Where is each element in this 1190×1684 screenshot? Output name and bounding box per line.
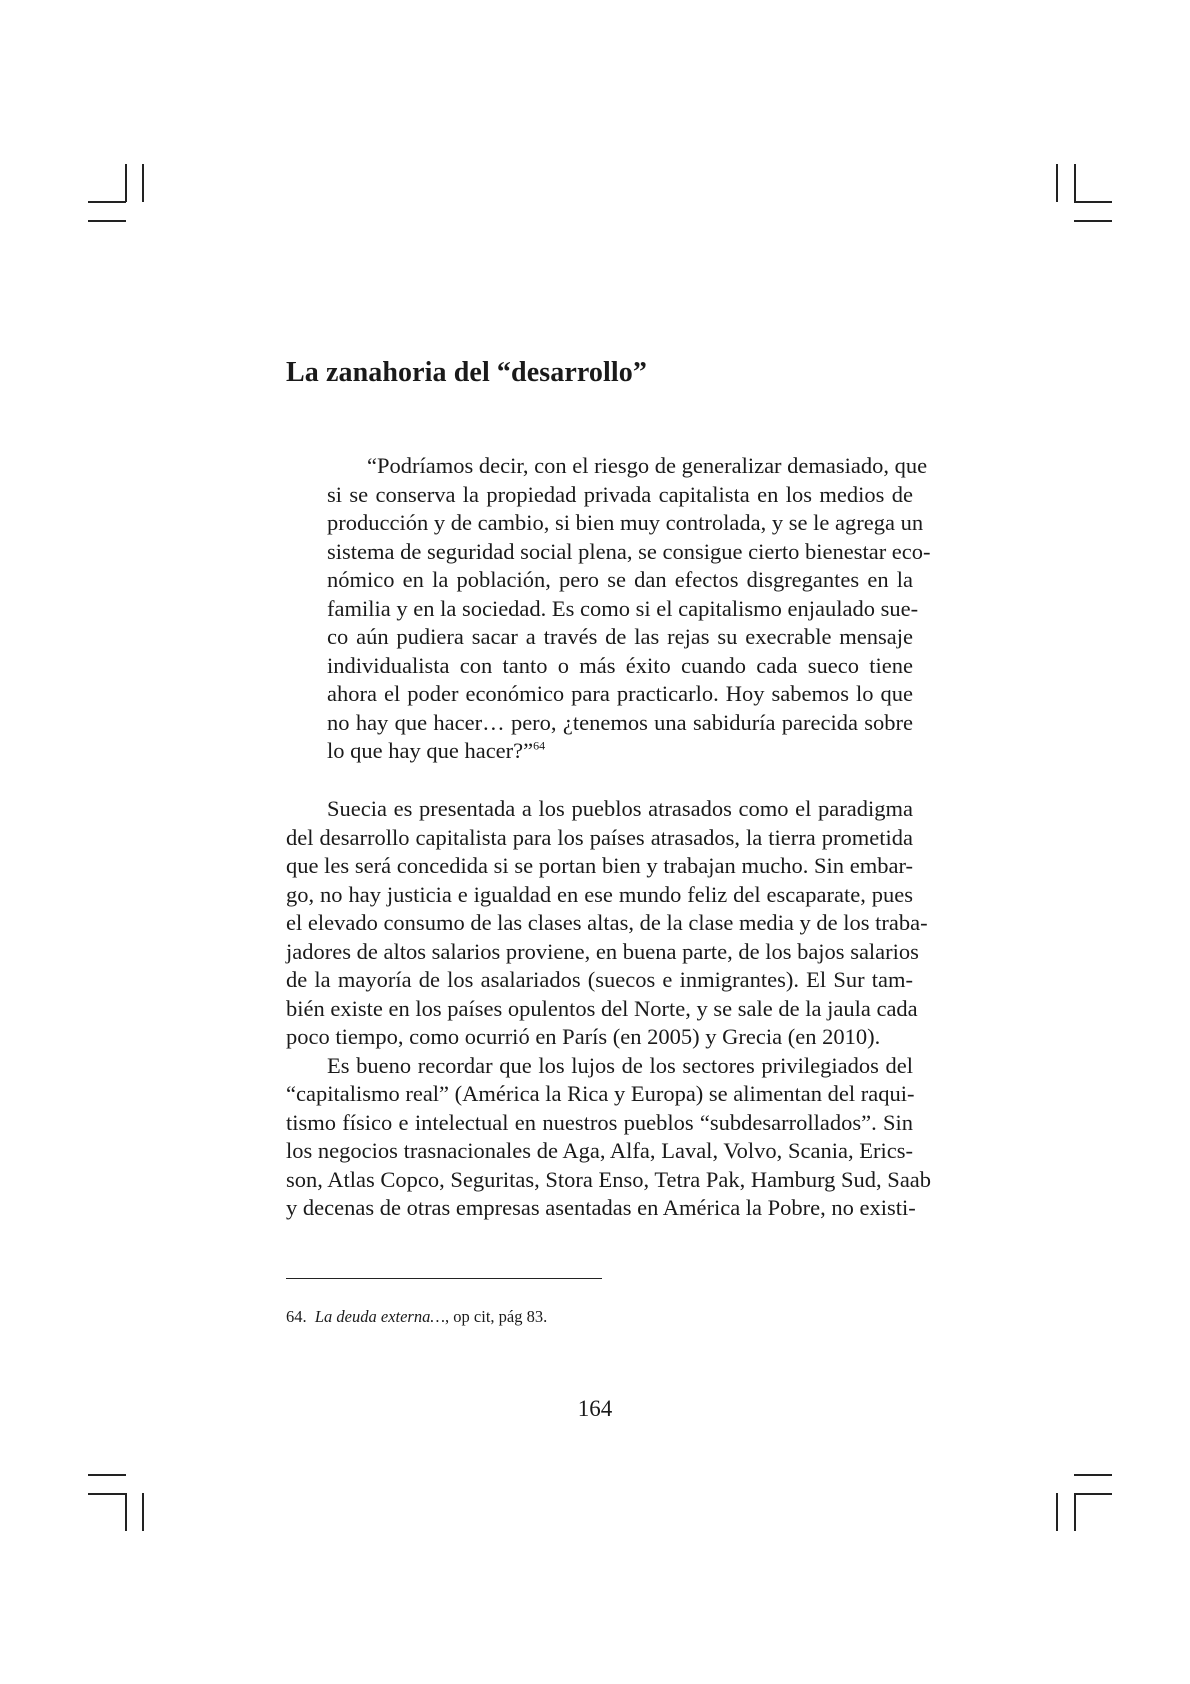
paragraph-line: poco tiempo, como ocurrió en París (en 2005) y Grecia (en 2010). [286,1024,881,1049]
quote-line: lo que hay que hacer?” [327,738,534,763]
quote-line: “Podríamos decir, con el riesgo de generalizar demasiado, que [367,453,928,478]
paragraph-line: de la mayoría de los asalariados (suecos e inmigrantes). El Sur tam- [286,967,913,992]
quote-line: si se conserva la propiedad privada capitalista en los medios de [327,481,913,507]
paragraph-line: “capitalismo real” (América la Rica y Europa) se alimentan del raqui- [286,1081,915,1106]
paragraph-1 [286,795,928,1052]
footnote-number: 64. [286,1307,307,1326]
paragraph-line: go, no hay justicia e igualdad en ese mundo feliz del escaparate, pues [286,881,913,907]
page-number: 164 [577,1396,613,1421]
paragraph-line: los negocios trasnacionales de Aga, Alfa, Laval, Volvo, Scania, Erics- [286,1138,913,1163]
paragraph-line: que les será concedida si se portan bien y trabajan mucho. Sin embar- [286,853,913,878]
footnote-divider [286,1278,602,1279]
quote-line: producción y de cambio, si bien muy controlada, y se le agrega un [327,510,924,535]
paragraph-line: el elevado consumo de las clases altas, de la clase media y de los traba- [286,910,928,935]
paragraph-line: son, Atlas Copco, Seguritas, Stora Enso, Tetra Pak, Hamburg Sud, Saab [286,1166,932,1192]
quote-line: sistema de seguridad social plena, se consigue cierto bienestar eco- [327,538,931,564]
quote-line: no hay que hacer… pero, ¿tenemos una sabiduría parecida sobre [327,709,913,735]
block-quote [327,452,931,766]
paragraph-line: Es bueno recordar que los lujos de los sectores privilegiados del [327,1052,913,1078]
footnote-title: La deuda externa… [314,1307,446,1326]
paragraph-line: jadores de altos salarios proviene, en buena parte, de los bajos salarios [286,938,919,964]
body-text [286,795,932,1223]
paragraph-2 [286,1052,932,1223]
quote-line: familia y en la sociedad. Es como si el capitalismo enjaulado sue- [327,595,919,621]
footnote-reference[interactable]: 64 [533,738,546,753]
paragraph-line: del desarrollo capitalista para los países atrasados, la tierra prometida [286,824,913,850]
quote-line: ahora el poder económico para practicarlo. Hoy sabemos lo que [327,681,913,706]
paragraph-line: bién existe en los países opulentos del Norte, y se sale de la jaula cada [286,995,918,1021]
quote-last-line [327,737,913,766]
paragraph-line: Suecia es presentada a los pueblos atrasados como el paradigma [327,796,913,821]
footnote-citation: , op cit, pág 83. [445,1307,548,1326]
section-heading: La zanahoria del “desarrollo” [286,357,647,388]
paragraph-line: y decenas de otras empresas asentadas en América la Pobre, no existi- [286,1195,916,1220]
quote-line: nómico en la población, pero se dan efectos disgregantes en la [327,567,913,592]
quote-line: co aún pudiera sacar a través de las rejas su execrable mensaje [327,624,913,649]
quote-line: individualista con tanto o más éxito cuando cada sueco tiene [327,652,913,678]
paragraph-line: tismo físico e intelectual en nuestros pueblos “subdesarrollados”. Sin [286,1109,913,1135]
footnote [286,1307,547,1327]
